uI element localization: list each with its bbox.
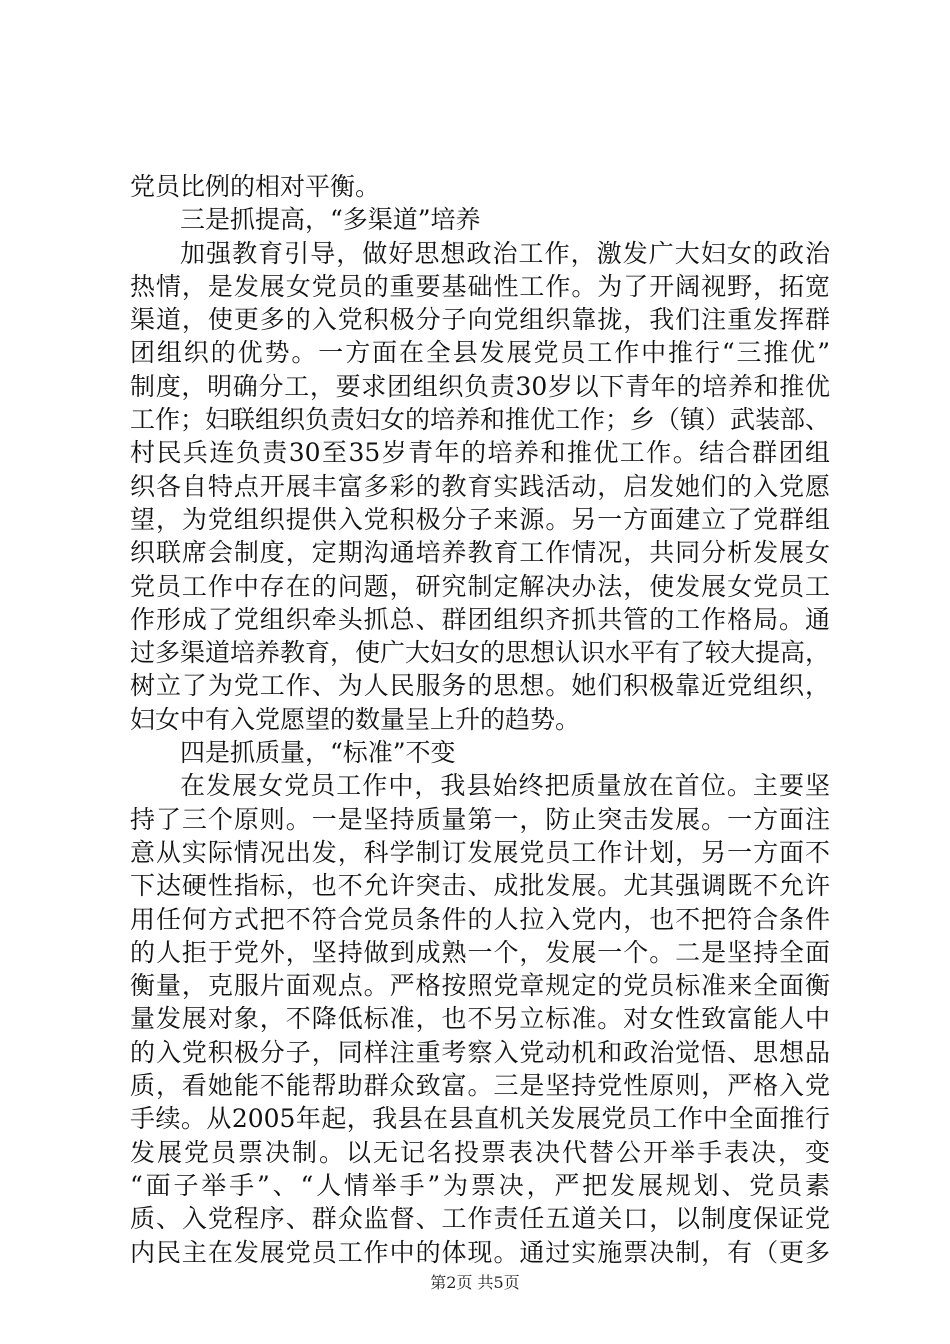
text-line: 发展党员票决制。以无记名投票表决代替公开举手表决，变 xyxy=(130,1137,830,1167)
text-line: 持了三个原则。一是坚持质量第一，防止突击发展。一方面注 xyxy=(130,804,830,834)
text-line: 内民主在发展党员工作中的体现。通过实施票决制，有（更多 xyxy=(130,1237,830,1267)
text-line: 树立了为党工作、为人民服务的思想。她们积极靠近党组织， xyxy=(130,671,830,701)
text-line: 党员比例的相对平衡。 xyxy=(130,172,381,201)
text-line: 下达硬性指标，也不允许突击、成批发展。尤其强调既不允许 xyxy=(130,871,830,901)
text-line: 制度，明确分工，要求团组织负责30岁以下青年的培养和推优 xyxy=(130,371,830,401)
text-line: 织各自特点开展丰富多彩的教育实践活动，启发她们的入党愿 xyxy=(130,471,830,501)
text-line: 在发展女党员工作中，我县始终把质量放在首位。主要坚 xyxy=(180,771,830,801)
text-line: 妇女中有入党愿望的数量呈上升的趋势。 xyxy=(130,704,581,734)
text-line: 三是抓提高，“多渠道”培养 xyxy=(180,205,481,235)
text-line: 的入党积极分子，同样注重考察入党动机和政治觉悟、思想品 xyxy=(130,1037,830,1067)
text-line: 意从实际情况出发，科学制订发展党员工作计划，另一方面不 xyxy=(130,837,830,867)
text-line: 团组织的优势。一方面在全县发展党员工作中推行“三推优” xyxy=(130,338,830,368)
text-line: 衡量，克服片面观点。严格按照党章规定的党员标准来全面衡 xyxy=(130,971,830,1001)
text-line: 作形成了党组织牵头抓总、群团组织齐抓共管的工作格局。通 xyxy=(130,604,830,634)
text-line: 加强教育引导，做好思想政治工作，激发广大妇女的政治 xyxy=(180,238,830,268)
text-line: 用任何方式把不符合党员条件的人拉入党内，也不把符合条件 xyxy=(130,904,830,934)
text-line: 过多渠道培养教育，使广大妇女的思想认识水平有了较大提高， xyxy=(130,638,831,668)
page-footer: 第2页 共5页 xyxy=(430,1273,520,1292)
document-body xyxy=(130,170,830,1269)
text-line: 四是抓质量，“标准”不变 xyxy=(180,738,456,768)
text-line: 党员工作中存在的问题，研究制定解决办法，使发展女党员工 xyxy=(130,571,830,601)
text-line: “面子举手”、“人情举手”为票决，严把发展规划、党员素 xyxy=(130,1170,830,1200)
text-line: 望，为党组织提供入党积极分子来源。另一方面建立了党群组 xyxy=(130,504,830,534)
text-line: 量发展对象，不降低标准，也不另立标准。对女性致富能人中 xyxy=(130,1004,830,1034)
text-line: 工作；妇联组织负责妇女的培养和推优工作；乡（镇）武装部、 xyxy=(130,405,831,435)
text-line: 质，看她能不能帮助群众致富。三是坚持党性原则，严格入党 xyxy=(130,1071,830,1101)
text-line: 村民兵连负责30至35岁青年的培养和推优工作。结合群团组 xyxy=(130,438,830,468)
text-line: 的人拒于党外，坚持做到成熟一个，发展一个。二是坚持全面 xyxy=(130,937,830,967)
text-line: 渠道，使更多的入党积极分子向党组织靠拢，我们注重发挥群 xyxy=(130,305,830,335)
text-line: 织联席会制度，定期沟通培养教育工作情况，共同分析发展女 xyxy=(130,538,830,568)
text-line: 热情，是发展女党员的重要基础性工作。为了开阔视野，拓宽 xyxy=(130,271,830,301)
text-line: 手续。从2005年起，我县在县直机关发展党员工作中全面推行 xyxy=(130,1104,830,1134)
text-line: 质、入党程序、群众监督、工作责任五道关口，以制度保证党 xyxy=(130,1204,830,1234)
